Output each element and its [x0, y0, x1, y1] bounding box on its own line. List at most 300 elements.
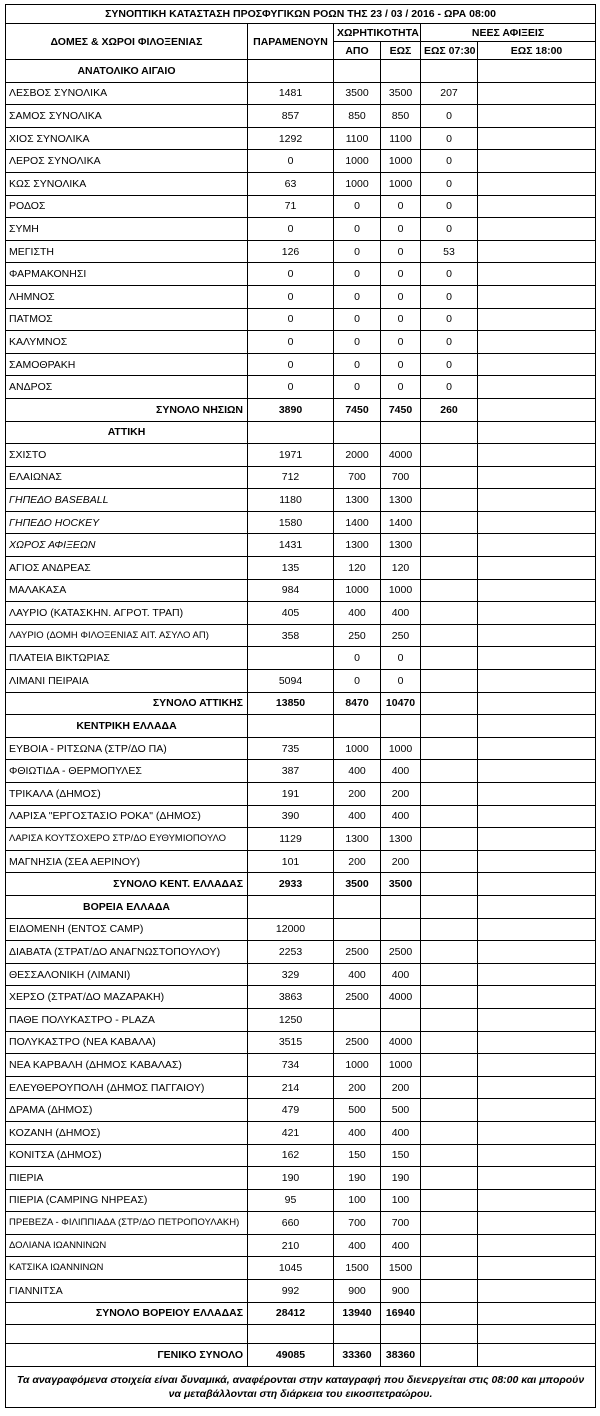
table-row	[6, 376, 596, 399]
arrivals-1800-cell	[478, 602, 596, 625]
capacity-from-cell: 400	[334, 805, 381, 828]
arrivals-1800-cell	[478, 1234, 596, 1257]
capacity-to-cell: 4000	[381, 444, 421, 467]
table-row	[6, 127, 596, 150]
header-capacity: ΧΩΡΗΤΙΚΟΤΗΤΑ	[334, 24, 421, 42]
arrivals-0730-cell	[421, 1257, 478, 1280]
arrivals-0730-cell	[421, 444, 478, 467]
capacity-to-cell: 2500	[381, 941, 421, 964]
capacity-from-cell: 1000	[334, 150, 381, 173]
empty-cell	[248, 421, 334, 444]
capacity-to-cell: 400	[381, 1121, 421, 1144]
remaining-cell: 126	[248, 240, 334, 263]
capacity-to-cell: 0	[381, 331, 421, 354]
arrivals-0730-cell	[421, 986, 478, 1009]
total-row	[6, 398, 596, 421]
table-row	[6, 195, 596, 218]
capacity-from-cell: 400	[334, 1121, 381, 1144]
capacity-to-cell: 1000	[381, 172, 421, 195]
remaining-cell: 1580	[248, 511, 334, 534]
arrivals-1800-cell	[478, 963, 596, 986]
table-row	[6, 1189, 596, 1212]
capacity-to-cell: 0	[381, 647, 421, 670]
arrivals-1800-cell	[478, 828, 596, 851]
table-row	[6, 805, 596, 828]
total-row	[6, 1302, 596, 1325]
location-name: ΧΙΟΣ ΣΥΝΟΛΙΚΑ	[6, 127, 248, 150]
location-name: ΓΗΠΕΔΟ BASEBALL	[6, 489, 248, 512]
empty-cell	[334, 60, 381, 83]
capacity-to-cell: 400	[381, 963, 421, 986]
table-row	[6, 1144, 596, 1167]
arrivals-1800-cell	[478, 218, 596, 241]
arrivals-1800-cell	[478, 1212, 596, 1235]
location-name: ΡΟΔΟΣ	[6, 195, 248, 218]
capacity-to-cell: 400	[381, 760, 421, 783]
capacity-to-cell: 1400	[381, 511, 421, 534]
arrivals-1800-cell	[478, 1189, 596, 1212]
location-name: ΛΕΡΟΣ ΣΥΝΟΛΙΚΑ	[6, 150, 248, 173]
arrivals-1800-cell	[478, 1280, 596, 1303]
capacity-from-cell: 850	[334, 105, 381, 128]
empty-cell	[334, 1325, 381, 1344]
arrivals-1800-cell	[478, 986, 596, 1009]
empty-cell	[381, 895, 421, 918]
arrivals-0730-cell	[421, 1344, 478, 1367]
arrivals-0730-cell	[421, 1099, 478, 1122]
remaining-cell: 190	[248, 1167, 334, 1190]
location-name: ΝΕΑ ΚΑΡΒΑΛΗ (ΔΗΜΟΣ ΚΑΒΑΛΑΣ)	[6, 1054, 248, 1077]
empty-cell	[334, 715, 381, 738]
table-row	[6, 534, 596, 557]
capacity-to-cell: 1300	[381, 489, 421, 512]
location-name: ΦΑΡΜΑΚΟΝΗΣΙ	[6, 263, 248, 286]
arrivals-0730-cell: 0	[421, 218, 478, 241]
remaining-cell: 390	[248, 805, 334, 828]
remaining-cell: 1045	[248, 1257, 334, 1280]
capacity-from-cell: 0	[334, 240, 381, 263]
location-name: ΚΟΝΙΤΣΑ (ΔΗΜΟΣ)	[6, 1144, 248, 1167]
table-row	[6, 489, 596, 512]
remaining-cell: 13850	[248, 692, 334, 715]
capacity-to-cell: 120	[381, 557, 421, 580]
table-row	[6, 918, 596, 941]
location-name: ΠΑΘΕ ΠΟΛΥΚΑΣΤΡΟ - PLAZA	[6, 1008, 248, 1031]
arrivals-1800-cell	[478, 127, 596, 150]
remaining-cell: 71	[248, 195, 334, 218]
remaining-cell: 0	[248, 353, 334, 376]
arrivals-0730-cell	[421, 1280, 478, 1303]
remaining-cell: 405	[248, 602, 334, 625]
location-name: ΠΛΑΤΕΙΑ ΒΙΚΤΩΡΙΑΣ	[6, 647, 248, 670]
arrivals-1800-cell	[478, 1167, 596, 1190]
capacity-from-cell: 400	[334, 1234, 381, 1257]
arrivals-1800-cell	[478, 647, 596, 670]
capacity-from-cell: 500	[334, 1099, 381, 1122]
arrivals-1800-cell	[478, 557, 596, 580]
remaining-cell: 210	[248, 1234, 334, 1257]
capacity-from-cell	[334, 1008, 381, 1031]
location-name: ΛΑΡΙΣΑ "ΕΡΓΟΣΤΑΣΙΟ ΡΟΚΑ" (ΔΗΜΟΣ)	[6, 805, 248, 828]
arrivals-0730-cell: 53	[421, 240, 478, 263]
arrivals-0730-cell	[421, 624, 478, 647]
location-name: ΠΙΕΡΙΑ	[6, 1167, 248, 1190]
arrivals-1800-cell	[478, 172, 596, 195]
remaining-cell: 162	[248, 1144, 334, 1167]
arrivals-1800-cell	[478, 263, 596, 286]
arrivals-0730-cell	[421, 466, 478, 489]
location-name: ΣΑΜΟΣ ΣΥΝΟΛΙΚΑ	[6, 105, 248, 128]
capacity-to-cell: 1100	[381, 127, 421, 150]
table-row	[6, 828, 596, 851]
capacity-to-cell: 3500	[381, 873, 421, 896]
arrivals-1800-cell	[478, 240, 596, 263]
arrivals-0730-cell: 207	[421, 82, 478, 105]
empty-cell	[478, 715, 596, 738]
capacity-from-cell: 190	[334, 1167, 381, 1190]
capacity-from-cell: 33360	[334, 1344, 381, 1367]
arrivals-0730-cell	[421, 1189, 478, 1212]
capacity-to-cell: 1000	[381, 1054, 421, 1077]
table-row	[6, 1099, 596, 1122]
empty-cell	[381, 715, 421, 738]
capacity-to-cell: 100	[381, 1189, 421, 1212]
header-location: ΔΟΜΕΣ & ΧΩΡΟΙ ΦΙΛΟΞΕΝΙΑΣ	[6, 24, 248, 60]
remaining-cell: 1129	[248, 828, 334, 851]
table-row	[6, 308, 596, 331]
location-name: ΚΑΛΥΜΝΟΣ	[6, 331, 248, 354]
capacity-from-cell: 100	[334, 1189, 381, 1212]
location-name: ΣΧΙΣΤΟ	[6, 444, 248, 467]
remaining-cell: 2253	[248, 941, 334, 964]
refugee-flows-table	[5, 4, 596, 1408]
arrivals-1800-cell	[478, 308, 596, 331]
remaining-cell: 857	[248, 105, 334, 128]
remaining-cell: 95	[248, 1189, 334, 1212]
capacity-from-cell: 1300	[334, 489, 381, 512]
remaining-cell: 191	[248, 783, 334, 806]
table-row	[6, 1054, 596, 1077]
capacity-to-cell: 10470	[381, 692, 421, 715]
location-name: ΜΑΛΑΚΑΣΑ	[6, 579, 248, 602]
total-label: ΣΥΝΟΛΟ ΑΤΤΙΚΗΣ	[6, 692, 248, 715]
remaining-cell: 1180	[248, 489, 334, 512]
arrivals-1800-cell	[478, 466, 596, 489]
empty-cell	[421, 421, 478, 444]
table-row	[6, 444, 596, 467]
remaining-cell: 63	[248, 172, 334, 195]
footer-note: Τα αναγραφόμενα στοιχεία είναι δυναμικά, αναφέρονται στην καταγραφή που διενεργείται στις 08:00 και μπορούν να μεταβάλλονται στη διάρκεια του εικοσιτετραώρου.	[6, 1366, 596, 1407]
arrivals-0730-cell: 0	[421, 308, 478, 331]
location-name: ΠΟΛΥΚΑΣΤΡΟ (ΝΕΑ ΚΑΒΑΛΑ)	[6, 1031, 248, 1054]
capacity-to-cell: 250	[381, 624, 421, 647]
table-row	[6, 331, 596, 354]
capacity-from-cell: 400	[334, 602, 381, 625]
arrivals-1800-cell	[478, 1099, 596, 1122]
arrivals-1800-cell	[478, 760, 596, 783]
arrivals-1800-cell	[478, 82, 596, 105]
empty-cell	[248, 1325, 334, 1344]
capacity-from-cell: 1000	[334, 172, 381, 195]
capacity-from-cell: 0	[334, 308, 381, 331]
capacity-to-cell: 700	[381, 1212, 421, 1235]
arrivals-0730-cell	[421, 918, 478, 941]
arrivals-1800-cell	[478, 444, 596, 467]
capacity-from-cell: 700	[334, 466, 381, 489]
arrivals-1800-cell	[478, 534, 596, 557]
header-arrivals-1800: ΕΩΣ 18:00	[478, 42, 596, 60]
remaining-cell: 1292	[248, 127, 334, 150]
table-row	[6, 986, 596, 1009]
location-name: ΧΕΡΣΟ (ΣΤΡΑΤ/ΔΟ ΜΑΖΑΡΑΚΗ)	[6, 986, 248, 1009]
empty-cell	[478, 421, 596, 444]
arrivals-0730-cell: 0	[421, 331, 478, 354]
capacity-from-cell: 0	[334, 670, 381, 693]
remaining-cell: 0	[248, 263, 334, 286]
arrivals-0730-cell	[421, 1167, 478, 1190]
table-row	[6, 579, 596, 602]
table-row	[6, 557, 596, 580]
arrivals-1800-cell	[478, 331, 596, 354]
table-row	[6, 1167, 596, 1190]
location-name: ΦΘΙΩΤΙΔΑ - ΘΕΡΜΟΠΥΛΕΣ	[6, 760, 248, 783]
remaining-cell: 984	[248, 579, 334, 602]
arrivals-1800-cell	[478, 1076, 596, 1099]
capacity-to-cell: 4000	[381, 986, 421, 1009]
remaining-cell: 3863	[248, 986, 334, 1009]
remaining-cell: 1250	[248, 1008, 334, 1031]
arrivals-0730-cell: 0	[421, 353, 478, 376]
arrivals-0730-cell	[421, 873, 478, 896]
location-name: ΚΑΤΣΙΚΑ ΙΩΑΝΝΙΝΩΝ	[6, 1257, 248, 1280]
location-name: ΓΙΑΝΝΙΤΣΑ	[6, 1280, 248, 1303]
capacity-from-cell: 700	[334, 1212, 381, 1235]
remaining-cell: 1431	[248, 534, 334, 557]
empty-cell	[421, 715, 478, 738]
arrivals-1800-cell	[478, 1344, 596, 1367]
arrivals-0730-cell	[421, 737, 478, 760]
remaining-cell: 329	[248, 963, 334, 986]
location-name: ΠΑΤΜΟΣ	[6, 308, 248, 331]
remaining-cell: 712	[248, 466, 334, 489]
capacity-from-cell: 13940	[334, 1302, 381, 1325]
arrivals-1800-cell	[478, 1054, 596, 1077]
location-name: ΕΙΔΟΜΕΝΗ (ΕΝΤΟΣ CAMP)	[6, 918, 248, 941]
location-name: ΑΝΔΡΟΣ	[6, 376, 248, 399]
table-row	[6, 105, 596, 128]
capacity-from-cell: 0	[334, 647, 381, 670]
location-name: ΛΗΜΝΟΣ	[6, 285, 248, 308]
arrivals-1800-cell	[478, 376, 596, 399]
capacity-from-cell: 2500	[334, 941, 381, 964]
capacity-to-cell	[381, 918, 421, 941]
remaining-cell: 3890	[248, 398, 334, 421]
table-row	[6, 624, 596, 647]
capacity-from-cell: 2500	[334, 986, 381, 1009]
capacity-to-cell: 850	[381, 105, 421, 128]
arrivals-1800-cell	[478, 873, 596, 896]
arrivals-0730-cell	[421, 1031, 478, 1054]
arrivals-0730-cell	[421, 557, 478, 580]
section-row	[6, 421, 596, 444]
empty-cell	[421, 1325, 478, 1344]
capacity-from-cell: 200	[334, 1076, 381, 1099]
table-row	[6, 670, 596, 693]
location-name: ΜΕΓΙΣΤΗ	[6, 240, 248, 263]
location-name: ΛΑΥΡΙΟ (ΚΑΤΑΣΚΗΝ. ΑΓΡΟΤ. ΤΡΑΠ)	[6, 602, 248, 625]
location-name: ΧΩΡΟΣ ΑΦΙΞΕΩΝ	[6, 534, 248, 557]
capacity-to-cell: 1000	[381, 737, 421, 760]
remaining-cell: 1481	[248, 82, 334, 105]
capacity-from-cell: 250	[334, 624, 381, 647]
capacity-to-cell: 3500	[381, 82, 421, 105]
table-row	[6, 218, 596, 241]
capacity-to-cell: 1000	[381, 150, 421, 173]
capacity-from-cell: 0	[334, 331, 381, 354]
capacity-from-cell: 200	[334, 783, 381, 806]
remaining-cell: 0	[248, 150, 334, 173]
capacity-to-cell: 400	[381, 805, 421, 828]
location-name: ΕΥΒΟΙΑ - ΡΙΤΣΩΝΑ (ΣΤΡ/ΔΟ ΠΑ)	[6, 737, 248, 760]
capacity-to-cell: 0	[381, 353, 421, 376]
total-row	[6, 1344, 596, 1367]
arrivals-0730-cell	[421, 828, 478, 851]
location-name: ΠΙΕΡΙΑ (CAMPING ΝΗΡΕΑΣ)	[6, 1189, 248, 1212]
arrivals-0730-cell	[421, 670, 478, 693]
empty-cell	[248, 895, 334, 918]
location-name: ΚΩΣ ΣΥΝΟΛΙΚΑ	[6, 172, 248, 195]
capacity-from-cell: 0	[334, 285, 381, 308]
location-name: ΔΟΛΙΑΝΑ ΙΩΑΝΝΙΝΩΝ	[6, 1234, 248, 1257]
arrivals-0730-cell	[421, 647, 478, 670]
capacity-from-cell: 150	[334, 1144, 381, 1167]
arrivals-1800-cell	[478, 105, 596, 128]
arrivals-0730-cell	[421, 534, 478, 557]
table-body	[6, 60, 596, 1367]
empty-cell	[334, 895, 381, 918]
arrivals-0730-cell: 0	[421, 127, 478, 150]
remaining-cell: 0	[248, 376, 334, 399]
table-row	[6, 511, 596, 534]
arrivals-0730-cell	[421, 579, 478, 602]
spacer-row	[6, 1325, 596, 1344]
capacity-to-cell: 0	[381, 240, 421, 263]
capacity-to-cell: 200	[381, 850, 421, 873]
table-row	[6, 1257, 596, 1280]
table-row	[6, 647, 596, 670]
capacity-to-cell: 400	[381, 1234, 421, 1257]
table-row	[6, 1212, 596, 1235]
remaining-cell: 0	[248, 308, 334, 331]
capacity-from-cell: 1000	[334, 1054, 381, 1077]
table-row	[6, 1031, 596, 1054]
location-name: ΜΑΓΝΗΣΙΑ (ΣΕΑ ΑΕΡΙΝΟΥ)	[6, 850, 248, 873]
remaining-cell: 734	[248, 1054, 334, 1077]
capacity-to-cell: 0	[381, 263, 421, 286]
remaining-cell: 49085	[248, 1344, 334, 1367]
table-row	[6, 353, 596, 376]
table-row	[6, 963, 596, 986]
arrivals-0730-cell	[421, 1144, 478, 1167]
total-label: ΣΥΝΟΛΟ ΒΟΡΕΙΟΥ ΕΛΛΑΔΑΣ	[6, 1302, 248, 1325]
arrivals-0730-cell	[421, 1076, 478, 1099]
section-title: ΒΟΡΕΙΑ ΕΛΛΑΔΑ	[6, 895, 248, 918]
capacity-from-cell: 1500	[334, 1257, 381, 1280]
capacity-from-cell: 400	[334, 963, 381, 986]
section-row	[6, 60, 596, 83]
arrivals-0730-cell: 0	[421, 150, 478, 173]
remaining-cell: 135	[248, 557, 334, 580]
arrivals-0730-cell	[421, 1212, 478, 1235]
arrivals-1800-cell	[478, 1144, 596, 1167]
total-label: ΓΕΝΙΚΟ ΣΥΝΟΛΟ	[6, 1344, 248, 1367]
arrivals-0730-cell	[421, 692, 478, 715]
empty-cell	[334, 421, 381, 444]
arrivals-1800-cell	[478, 353, 596, 376]
arrivals-1800-cell	[478, 489, 596, 512]
arrivals-0730-cell	[421, 941, 478, 964]
capacity-from-cell: 0	[334, 218, 381, 241]
remaining-cell	[248, 647, 334, 670]
section-row	[6, 895, 596, 918]
location-name: ΛΙΜΑΝΙ ΠΕΙΡΑΙΑ	[6, 670, 248, 693]
empty-cell	[478, 1325, 596, 1344]
location-name: ΛΕΣΒΟΣ ΣΥΝΟΛΙΚΑ	[6, 82, 248, 105]
arrivals-0730-cell	[421, 850, 478, 873]
capacity-to-cell: 500	[381, 1099, 421, 1122]
table-row	[6, 172, 596, 195]
capacity-to-cell: 200	[381, 1076, 421, 1099]
capacity-from-cell: 1400	[334, 511, 381, 534]
capacity-from-cell: 2000	[334, 444, 381, 467]
location-name: ΤΡΙΚΑΛΑ (ΔΗΜΟΣ)	[6, 783, 248, 806]
arrivals-0730-cell	[421, 1054, 478, 1077]
capacity-from-cell: 0	[334, 376, 381, 399]
capacity-to-cell: 0	[381, 308, 421, 331]
capacity-to-cell: 190	[381, 1167, 421, 1190]
header-arrivals-0730: ΕΩΣ 07:30	[421, 42, 478, 60]
empty-cell	[381, 421, 421, 444]
location-name: ΔΙΑΒΑΤΑ (ΣΤΡΑΤ/ΔΟ ΑΝΑΓΝΩΣΤΟΠΟΥΛΟΥ)	[6, 941, 248, 964]
capacity-from-cell	[334, 918, 381, 941]
location-name: ΕΛΕΥΘΕΡΟΥΠΟΛΗ (ΔΗΜΟΣ ΠΑΓΓΑΙΟΥ)	[6, 1076, 248, 1099]
capacity-from-cell: 1100	[334, 127, 381, 150]
capacity-from-cell: 0	[334, 195, 381, 218]
capacity-to-cell: 0	[381, 376, 421, 399]
capacity-to-cell: 400	[381, 602, 421, 625]
empty-cell	[248, 715, 334, 738]
arrivals-1800-cell	[478, 1008, 596, 1031]
capacity-to-cell: 150	[381, 1144, 421, 1167]
remaining-cell: 0	[248, 218, 334, 241]
capacity-from-cell: 0	[334, 263, 381, 286]
arrivals-0730-cell: 0	[421, 285, 478, 308]
header-new-arrivals: ΝΕΕΣ ΑΦΙΞΕΙΣ	[421, 24, 596, 42]
arrivals-0730-cell	[421, 1008, 478, 1031]
arrivals-1800-cell	[478, 1302, 596, 1325]
capacity-to-cell: 16940	[381, 1302, 421, 1325]
remaining-cell: 1971	[248, 444, 334, 467]
capacity-to-cell: 0	[381, 195, 421, 218]
location-name: ΑΓΙΟΣ ΑΝΔΡΕΑΣ	[6, 557, 248, 580]
table-row	[6, 850, 596, 873]
empty-cell	[381, 1325, 421, 1344]
remaining-cell: 735	[248, 737, 334, 760]
table-row	[6, 760, 596, 783]
arrivals-1800-cell	[478, 511, 596, 534]
table-row	[6, 1234, 596, 1257]
capacity-from-cell: 0	[334, 353, 381, 376]
